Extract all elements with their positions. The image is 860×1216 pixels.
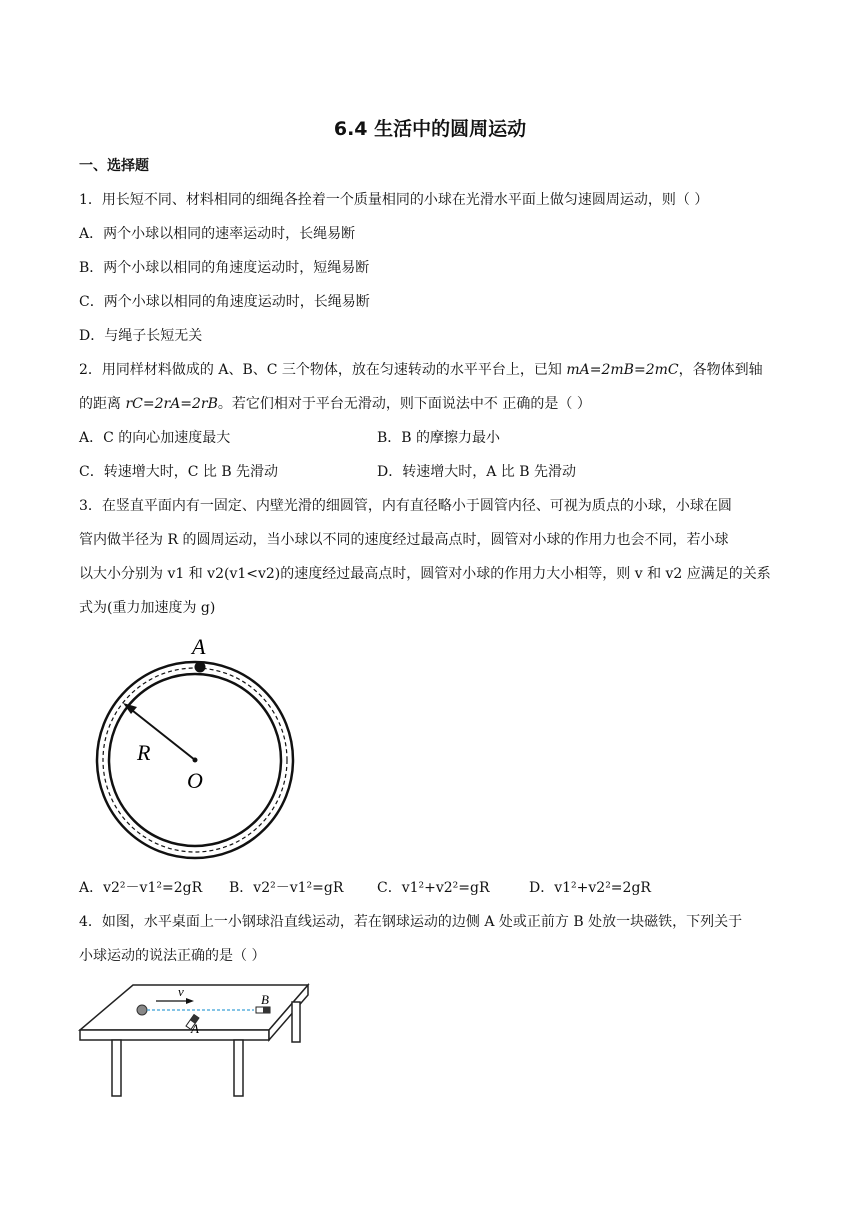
label-b: B: [261, 992, 269, 1007]
q1-option-c: C．两个小球以相同的角速度运动时，长绳易断: [79, 294, 370, 310]
q3-line-3: 以大小分别为 v1 和 v2(v1<v2)的速度经过最高点时，圆管对小球的作用力大小相等，则 v 和 v2 应满足的关系: [79, 566, 771, 582]
label-r: R: [137, 740, 151, 765]
magnet-b-pole: [263, 1007, 270, 1013]
section-heading: 一、选择题: [79, 158, 149, 174]
ball-at-top: [195, 662, 206, 673]
label-o: O: [187, 768, 203, 793]
page-title: 6.4 生活中的圆周运动: [333, 118, 527, 140]
q3-option-a: A．v2²－v1²=2gR: [79, 880, 203, 896]
table-leg-front-right: [234, 1040, 243, 1096]
table-leg-back-right: [292, 1002, 300, 1042]
q4-line-2: 小球运动的说法正确的是（ ）: [79, 948, 266, 964]
q2-mass-relation: mA=2mB=2mC: [566, 362, 679, 378]
table-front-edge: [80, 1030, 269, 1040]
q2-stem-part2: ，各物体到轴: [678, 362, 763, 378]
q3-circular-tube-figure: [90, 630, 310, 870]
table-leg-front-left: [112, 1040, 121, 1096]
label-v: v: [178, 984, 184, 999]
q2-stem-line1: [79, 360, 763, 380]
q4-line-1: 4．如图，水平桌面上一小钢球沿直线运动，若在钢球运动的边侧 A 处或正前方 B 处放一块磁铁，下列关于: [79, 914, 743, 930]
q2-radius-relation: rC=2rA=2rB: [125, 396, 218, 412]
q3-line-1: 3．在竖直平面内有一固定、内壁光滑的细圆管，内有直径略小于圆管内径、可视为质点的小球，小球在圆: [79, 498, 732, 514]
label-a-magnet: A: [191, 1021, 199, 1036]
q2-stem-line2-part2: 。若它们相对于平台无滑动，则下面说法中不 正确的是（ ）: [217, 396, 591, 412]
q1-option-a: A．两个小球以相同的速率运动时，长绳易断: [79, 226, 356, 242]
q3-option-b: B．v2²－v1²=gR: [229, 880, 344, 896]
q3-option-c: C．v1²+v2²=gR: [377, 880, 490, 896]
label-a: A: [192, 634, 206, 659]
q2-option-a: A．C 的向心加速度最大: [79, 430, 231, 446]
q2-option-d: D．转速增大时，A 比 B 先滑动: [377, 464, 576, 480]
q1-option-b: B．两个小球以相同的角速度运动时，短绳易断: [79, 260, 370, 276]
q2-option-c: C．转速增大时，C 比 B 先滑动: [79, 464, 279, 480]
steel-ball: [137, 1005, 147, 1015]
q3-line-4: 式为(重力加速度为 g): [79, 600, 216, 616]
q2-stem-line2: [79, 394, 591, 414]
q4-table-figure: [76, 980, 316, 1100]
q2-stem-line2-part1: 的距离: [79, 396, 126, 412]
q2-stem-part1: 2．用同样材料做成的 A、B、C 三个物体，放在匀速转动的水平平台上，已知: [79, 362, 567, 378]
q1-stem: 1．用长短不同、材料相同的细绳各拴着一个质量相同的小球在光滑水平面上做匀速圆周运动，则（ ）: [79, 192, 709, 208]
q3-option-d: D．v1²+v2²=2gR: [529, 880, 651, 896]
q1-option-d: D．与绳子长短无关: [79, 328, 203, 344]
q2-option-b: B．B 的摩擦力最小: [377, 430, 501, 446]
q3-line-2: 管内做半径为 R 的圆周运动，当小球以不同的速度经过最高点时，圆管对小球的作用力也会不同，若小球: [79, 532, 729, 548]
